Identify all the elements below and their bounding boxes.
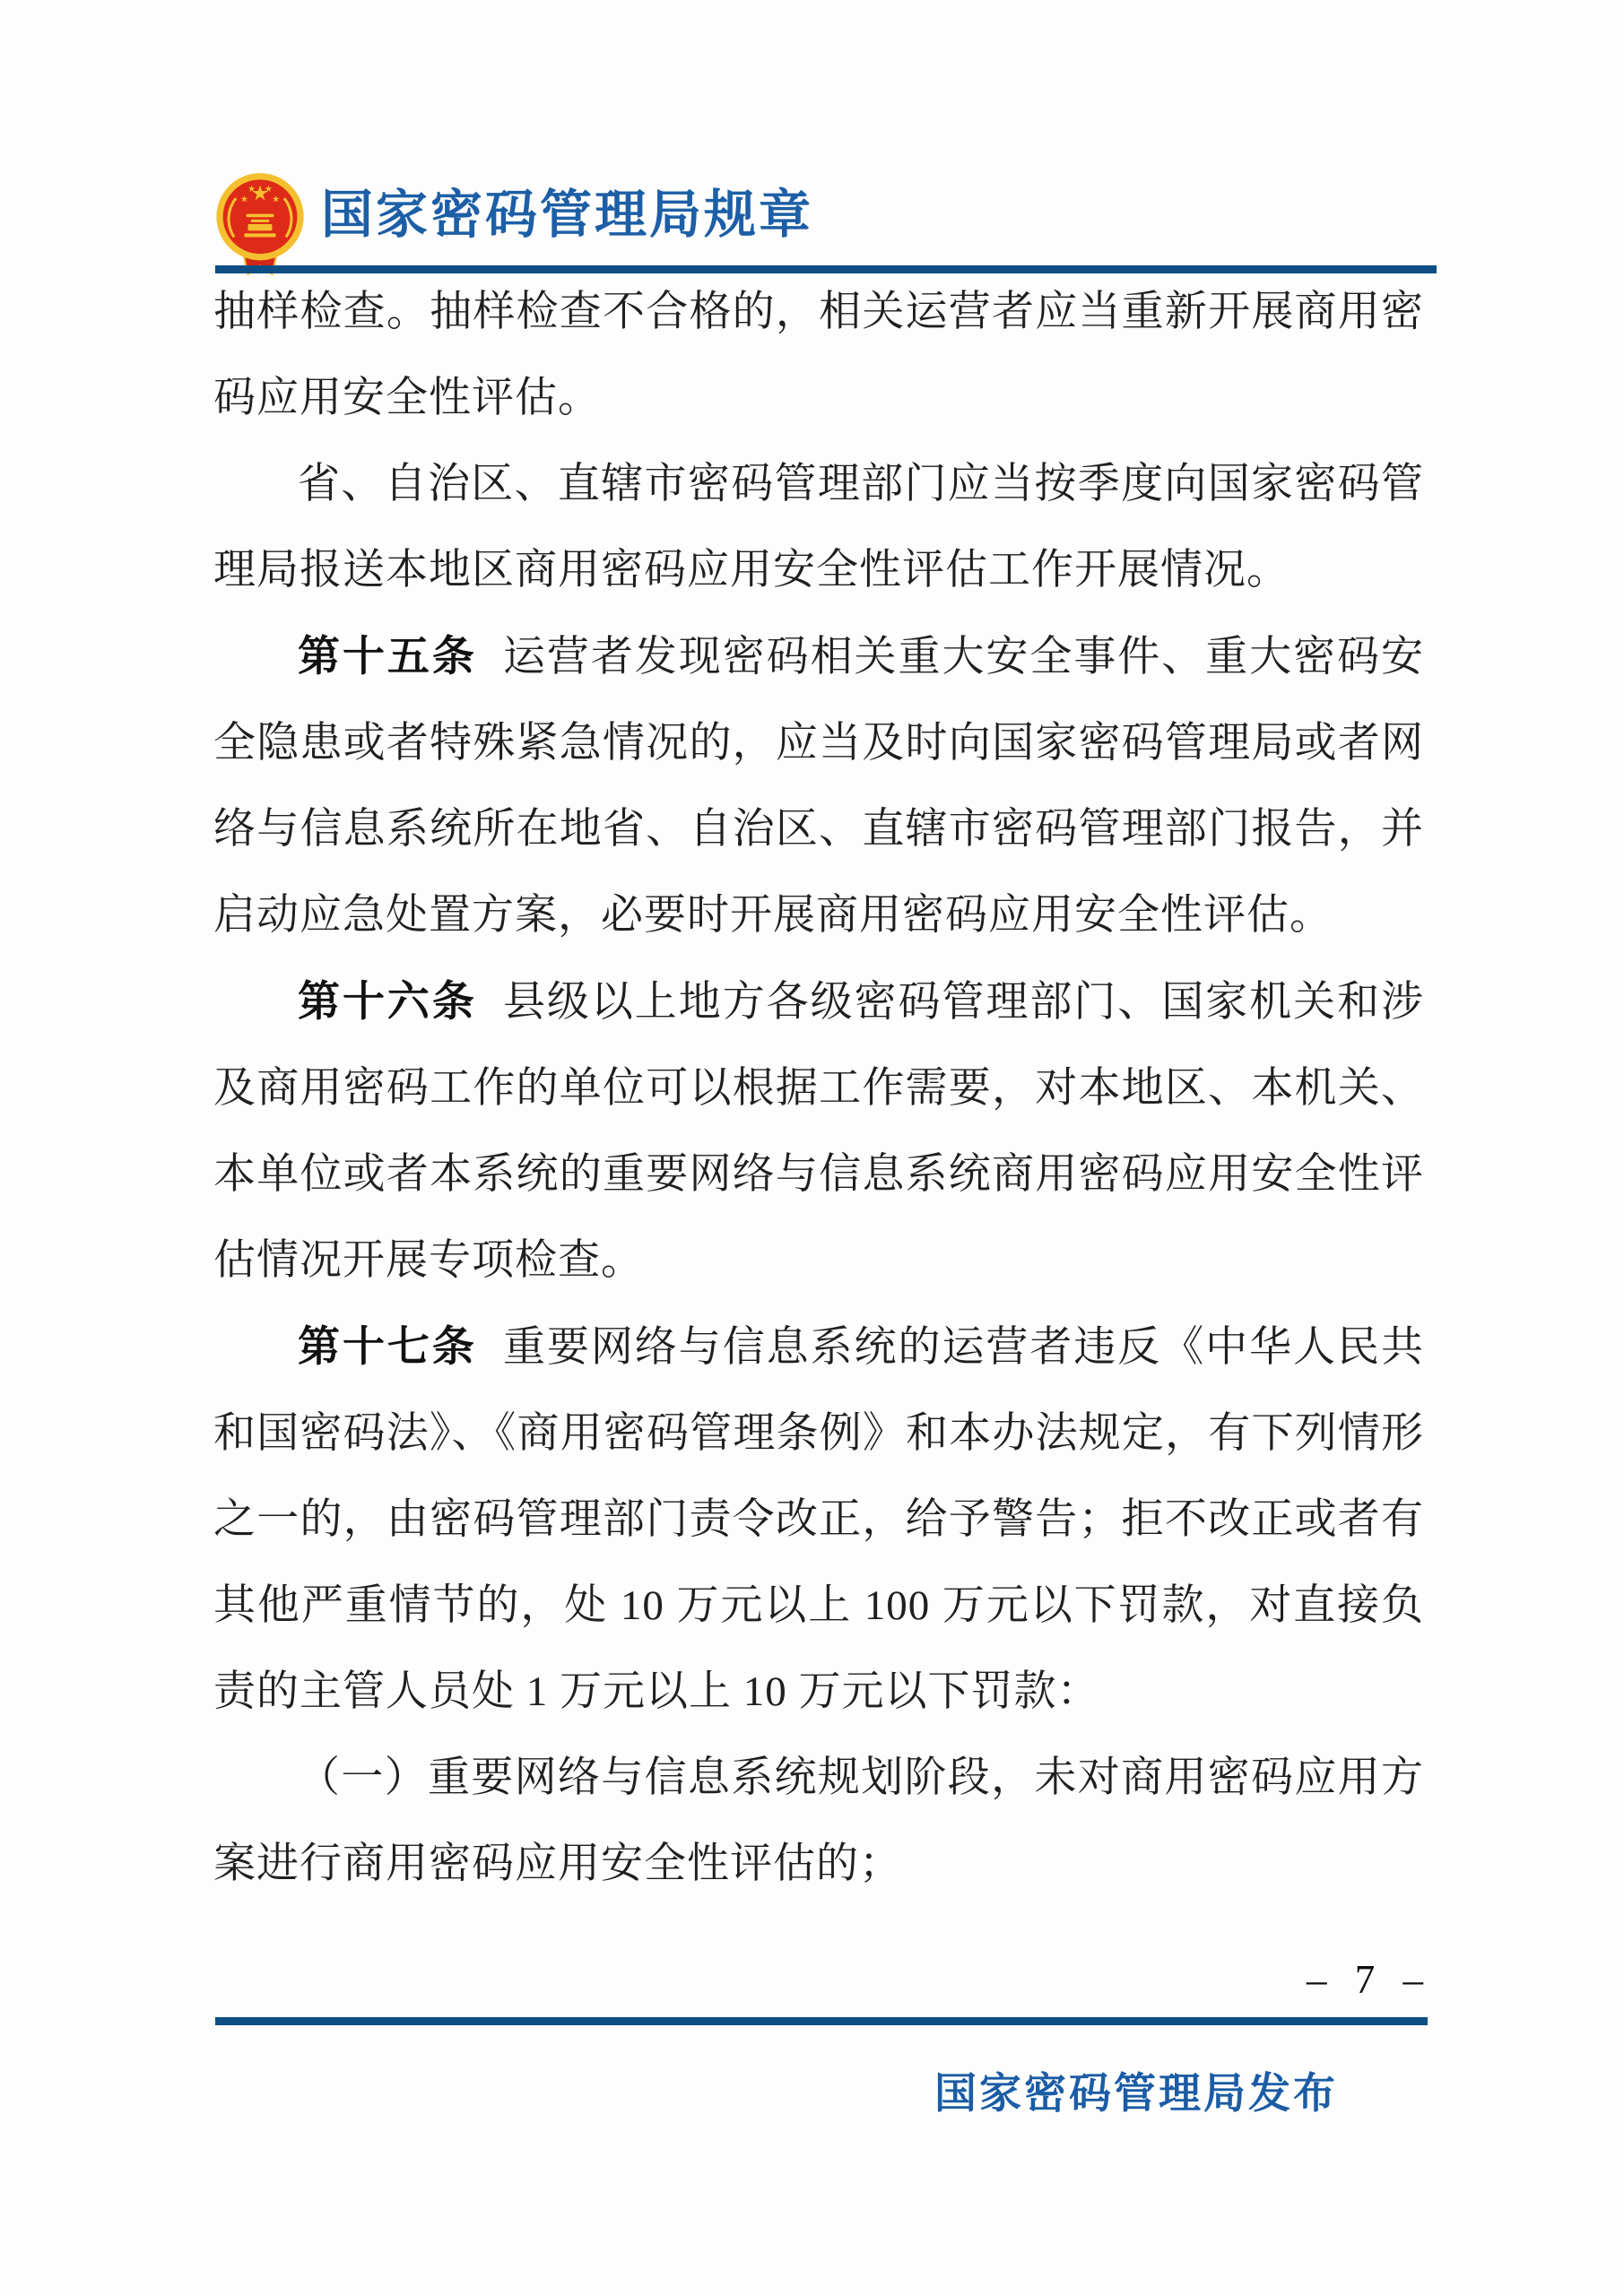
document-body [213,269,1424,1907]
body-paragraph: 第十七条 重要网络与信息系统的运营者违反《中华人民共和国密码法》、《商用密码管理条例》和本办法规定，有下列情形之一的，由密码管理部门责令改正，给予警告；拒不改正或者有其他严重情节的，处 10 万元以上 100 万元以下罚款，对直接负责的主管人员处 1 万元以上 10 万元以下罚款： [213,1322,1424,1715]
china-national-emblem-icon [213,170,307,278]
publisher-label: 国家密码管理局发布 [934,2071,1338,2118]
article-number: 第十六条 [298,977,477,1025]
footer-rule [215,2017,1428,2025]
body-paragraph: 抽样检查。抽样检查不合格的，相关运营者应当重新开展商用密码应用安全性评估。 [213,289,1424,421]
page-header [213,167,813,278]
article-number: 第十七条 [298,1322,477,1370]
article-number: 第十五条 [298,632,477,680]
body-paragraph: 第十五条 运营者发现密码相关重大安全事件、重大密码安全隐患或者特殊紧急情况的，应当及时向国家密码管理局或者网络与信息系统所在地省、自治区、直辖市密码管理部门报告，并启动应急处置方案，必要时开展商用密码应用安全性评估。 [213,632,1424,939]
body-paragraph: 第十六条 县级以上地方各级密码管理部门、国家机关和涉及商用密码工作的单位可以根据工作需要，对本地区、本机关、本单位或者本系统的重要网络与信息系统商用密码应用安全性评估情况开展专项检查。 [213,977,1424,1284]
body-paragraph: （一）重要网络与信息系统规划阶段，未对商用密码应用方案进行商用密码应用安全性评估的； [213,1754,1424,1887]
header-title: 国家密码管理局规章 [321,186,814,244]
body-paragraph: 省、自治区、直辖市密码管理部门应当按季度向国家密码管理局报送本地区商用密码应用安全性评估工作开展情况。 [213,461,1424,593]
page-number: – 7 – [1307,1957,1423,2002]
